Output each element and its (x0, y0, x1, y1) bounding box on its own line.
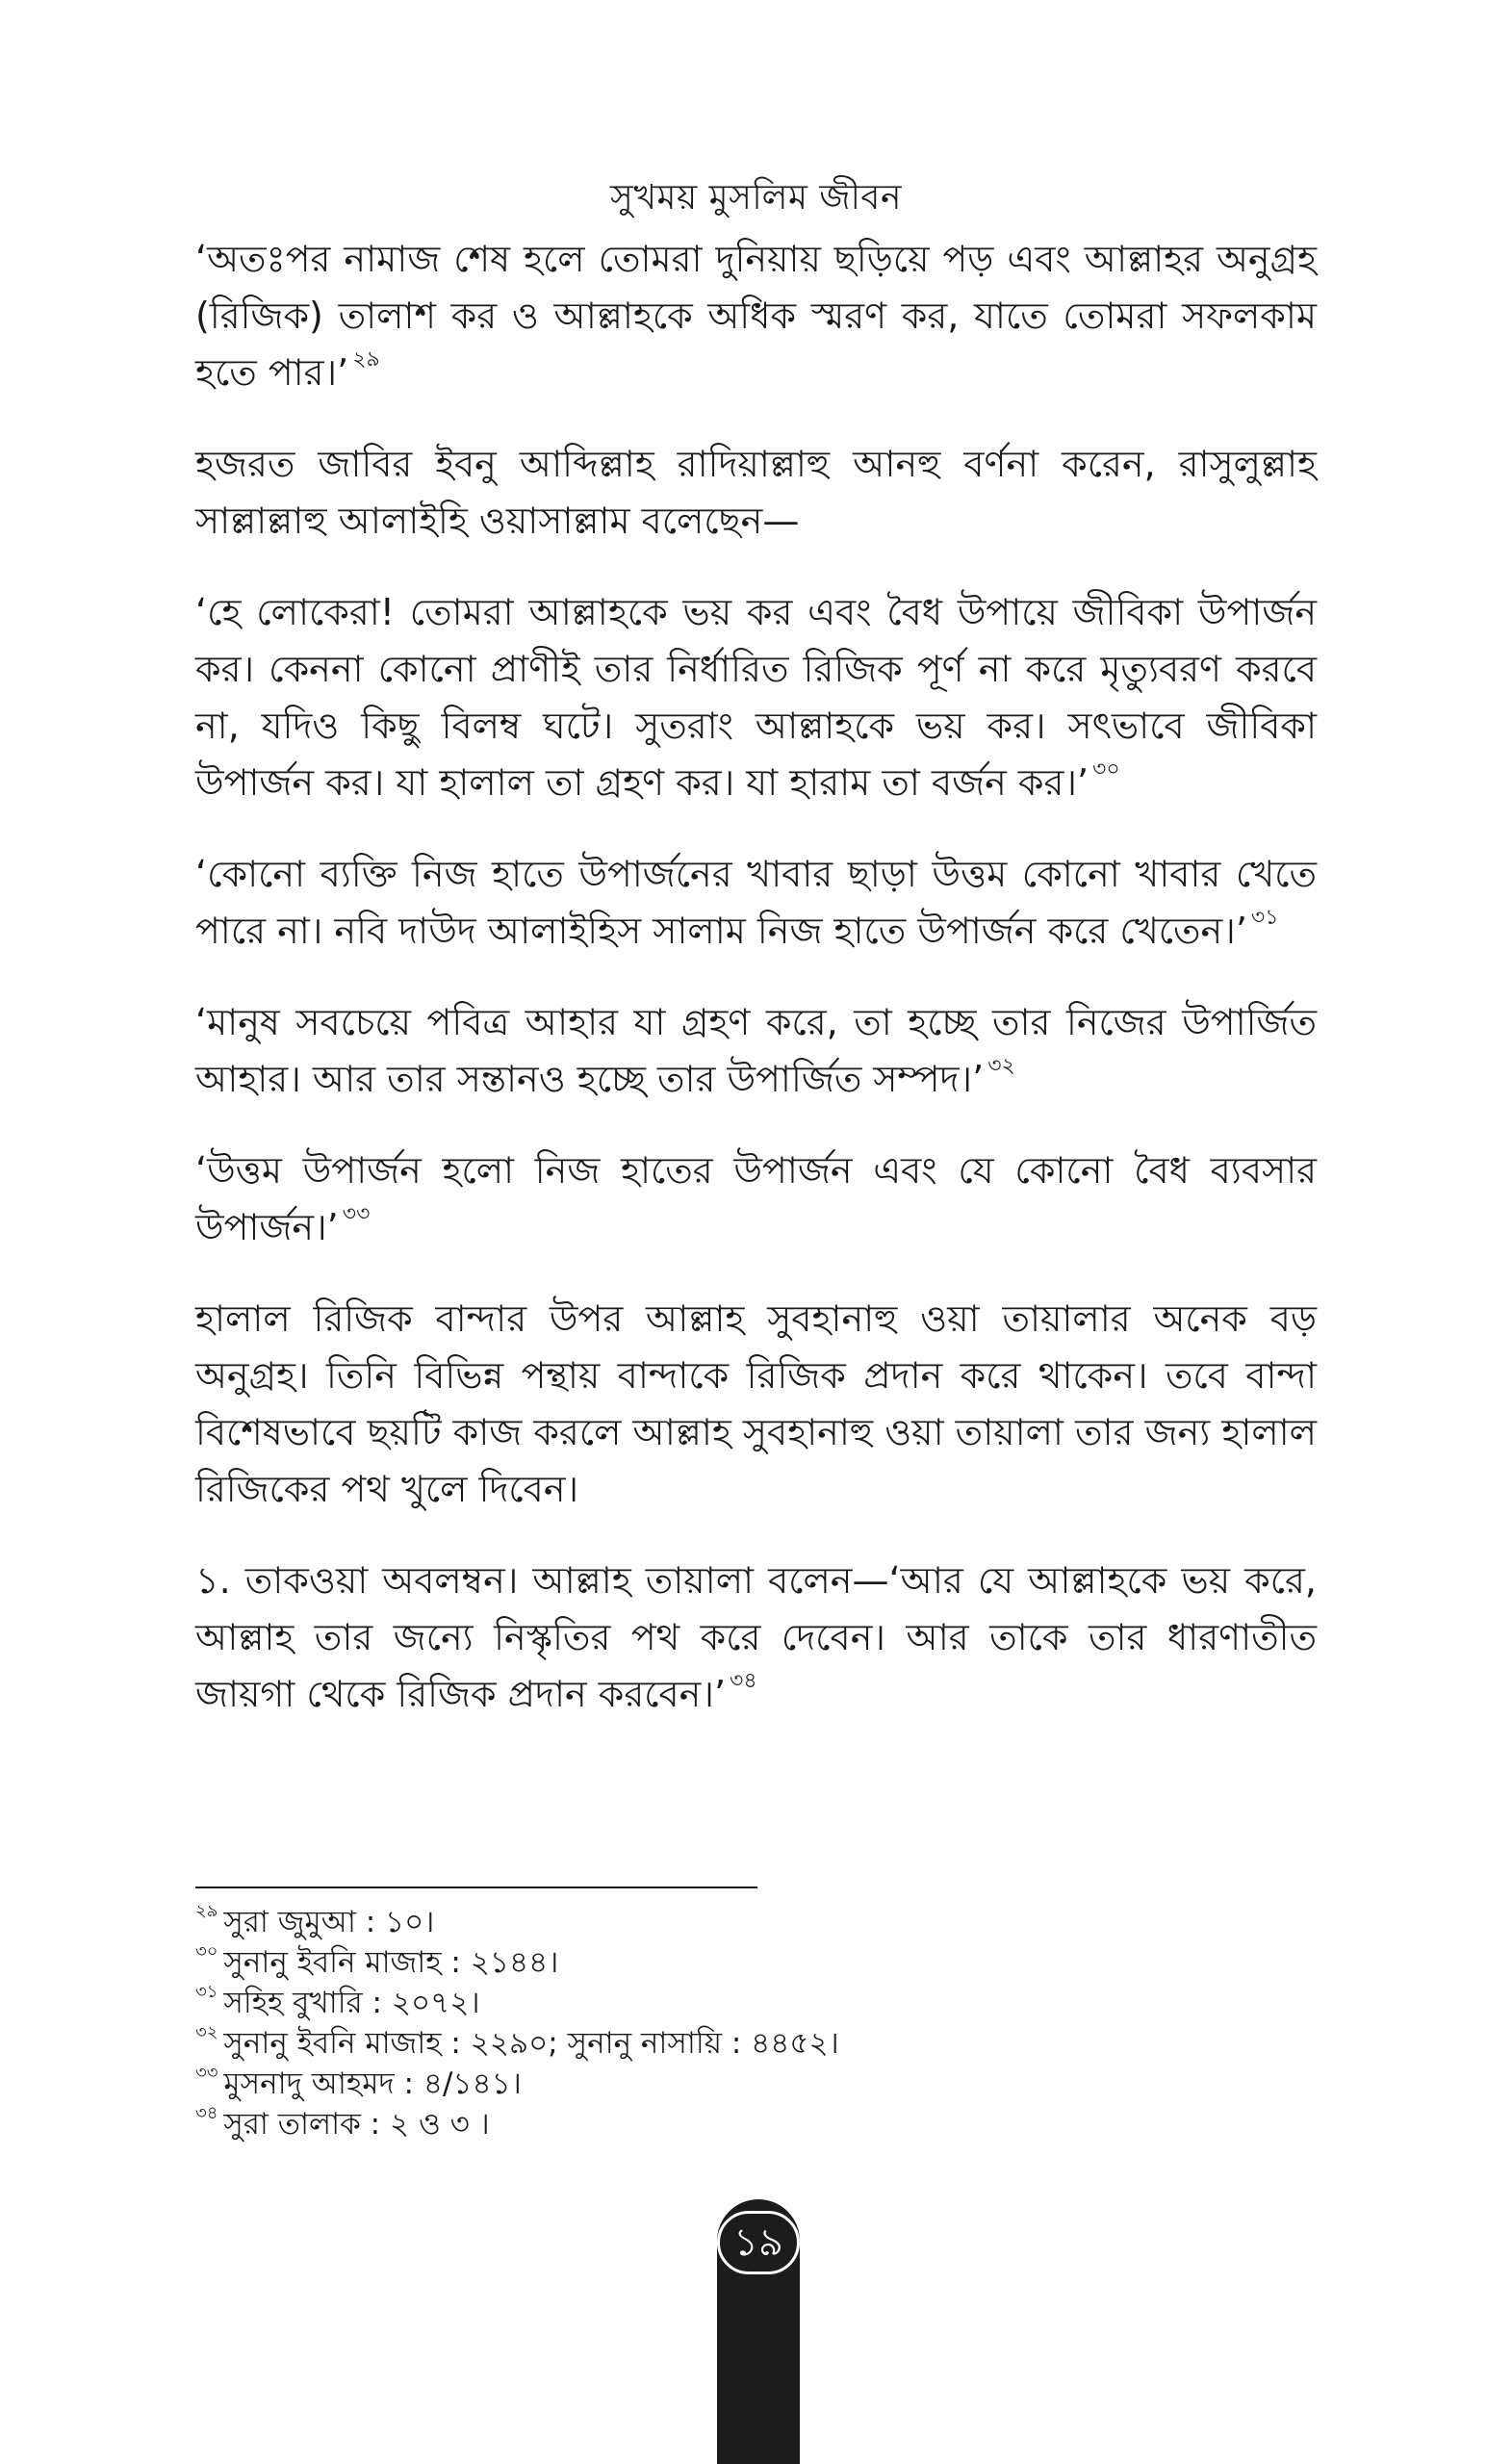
footnote-number: ৩১ (195, 1981, 218, 2002)
paragraph-taqwa (195, 1553, 1317, 1723)
paragraph-text: ১. তাকওয়া অবলম্বন। আল্লাহ তায়ালা বলেন—‘আর যে আল্লাহকে ভয় করে, আল্লাহ তার জন্যে নিস্কৃতির পথ করে দেবেন। আর তাকে তার ধারণাতীত জায়গা থেকে রিজিক প্রদান করবেন।’ (195, 1559, 1317, 1715)
paragraph-text: ‘হে লোকেরা! তোমরা আল্লাহকে ভয় কর এবং বৈধ উপায়ে জীবিকা উপার্জন কর। কেননা কোনো প্রাণীই তার নির্ধারিত রিজিক পূর্ণ না করে মৃত্যুবরণ করবে না, যদিও কিছু বিলম্ব ঘটে। সুতরাং আল্লাহকে ভয় কর। সৎভাবে জীবিকা উপার্জন কর। যা হালাল তা গ্রহণ কর। যা হারাম তা বর্জন কর।’ (195, 591, 1317, 804)
footnote-item (195, 1942, 1254, 1983)
footnote-ref: ৩৪ (730, 1669, 757, 1694)
footnote-item (195, 2023, 1254, 2064)
paragraph-quran-quote (195, 231, 1317, 401)
paragraph-hadith-1 (195, 584, 1317, 811)
footnote-item (195, 1983, 1254, 2023)
footnote-ref: ২৯ (352, 347, 380, 372)
footnote-number: ৩০ (195, 1940, 218, 1962)
paragraph-hadith-2 (195, 846, 1317, 960)
footnote-ref: ৩১ (1250, 906, 1279, 931)
footnote-item (195, 1902, 1254, 1942)
page-number: ১৯ (717, 2211, 800, 2274)
paragraph-text: ‘অতঃপর নামাজ শেষ হলে তোমরা দুনিয়ায় ছড়িয়ে পড় এবং আল্লাহর অনুগ্রহ (রিজিক) তালাশ কর ও আল্লাহকে অধিক স্মরণ কর, যাতে তোমরা সফলকাম হতে পার।’ (195, 238, 1317, 394)
footnotes (195, 1886, 1254, 2144)
paragraph-hadith-3 (195, 994, 1317, 1108)
footnote-text: সহিহ বুখারি : ২০৭২। (223, 1986, 480, 2020)
footnote-text: সুরা জুমুআ : ১০। (223, 1905, 435, 1939)
paragraph-text: ‘কোনো ব্যক্তি নিজ হাতে উপার্জনের খাবার ছাড়া উত্তম কোনো খাবার খেতে পারে না। নবি দাউদ আলাইহিস সালাম নিজ হাতে উপার্জন করে খেতেন।’ (195, 853, 1317, 952)
footnote-ref: ৩০ (1092, 757, 1120, 783)
footnote-text: মুসনাদু আহমদ : ৪/১৪১। (223, 2066, 522, 2101)
paragraph-text: হালাল রিজিক বান্দার উপর আল্লাহ সুবহানাহু ওয়া তায়ালার অনেক বড় অনুগ্রহ। তিনি বিভিন্ন পন্থায় বান্দাকে রিজিক প্রদান করে থাকেন। তবে বান্দা বিশেষভাবে ছয়টি কাজ করলে আল্লাহ সুবহানাহু ওয়া তায়ালা তার জন্য হালাল রিজিকের পথ খুলে দিবেন। (195, 1297, 1317, 1510)
paragraph-text: ‘মানুষ সবচেয়ে পবিত্র আহার যা গ্রহণ করে, তা হচ্ছে তার নিজের উপার্জিত আহার। আর তার সন্তানও হচ্ছে তার উপার্জিত সম্পদ।’ (195, 1001, 1317, 1100)
footnote-text: সুনানু ইবনি মাজাহ : ২২৯০; সুনানু নাসায়ি : ৪৪৫২। (223, 2026, 839, 2061)
footnote-ref: ৩২ (987, 1054, 1015, 1079)
paragraph-hadith-4 (195, 1142, 1317, 1256)
footnote-number: ৩৪ (195, 2102, 218, 2123)
paragraph-halal-rizq (195, 1291, 1317, 1518)
footnote-text: সুরা তালাক : ২ ও ৩ । (223, 2107, 490, 2142)
footnote-item (195, 2064, 1254, 2104)
paragraph-text: হজরত জাবির ইবনু আব্দিল্লাহ রাদিয়াল্লাহু আনহু বর্ণনা করেন, রাসুলুল্লাহ সাল্লাল্লাহু আলাইহি ওয়াসাল্লাম বলেছেন— (195, 443, 1317, 542)
running-header: সুখময় মুসলিম জীবন (610, 178, 902, 218)
footnote-number: ২৯ (195, 1900, 218, 1921)
body-text (195, 231, 1317, 1758)
paragraph-narration-intro (195, 436, 1317, 550)
footnote-number: ৩২ (195, 2021, 218, 2042)
footnote-item (195, 2104, 1254, 2144)
footnote-ref: ৩৩ (342, 1202, 371, 1227)
footnote-text: সুনানু ইবনি মাজাহ : ২১৪৪। (223, 1945, 559, 1980)
footnote-divider (195, 1886, 757, 1888)
footnote-number: ৩৩ (195, 2062, 218, 2083)
paragraph-text: ‘উত্তম উপার্জন হলো নিজ হাতের উপার্জন এবং যে কোনো বৈধ ব্যবসার উপার্জন।’ (195, 1149, 1317, 1248)
